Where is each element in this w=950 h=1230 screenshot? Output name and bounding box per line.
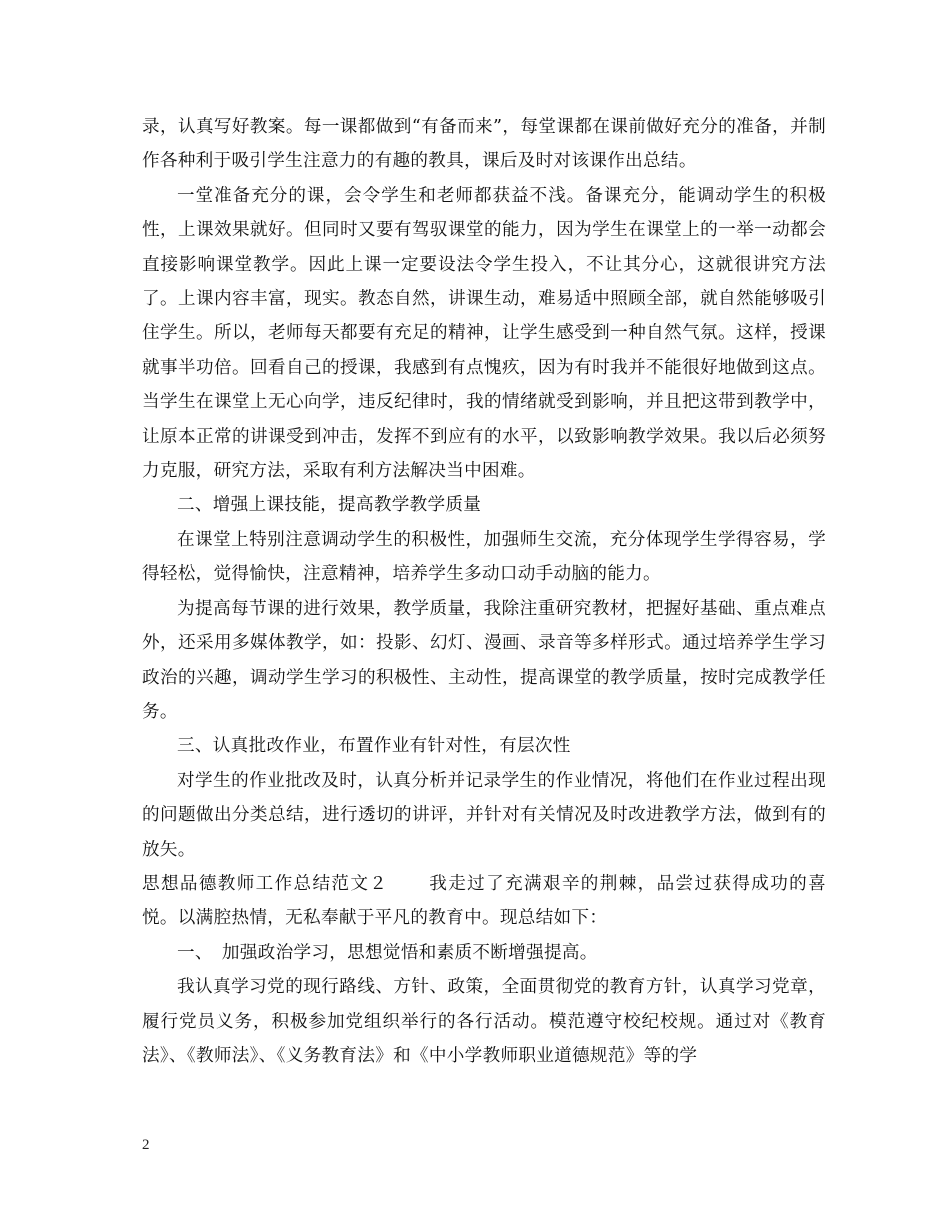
paragraph: 我认真学习党的现行路线、方针、政策，全面贯彻党的教育方针，认真学习党章，履行党员义务，积极参加党组织举行的各行活动。模范遵守校纪校规。通过对《教育法》、《教师法》、《义务教育法》和《中小学教师职业道德规范》等的学: [142, 977, 826, 1066]
section-paragraph: [142, 867, 826, 936]
paragraph: 一堂准备充分的课，会令学生和老师都获益不浅。备课充分，能调动学生的积极性，上课效果就好。但同时又要有驾驭课堂的能力，因为学生在课堂上的一举一动都会直接影响课堂教学。因此上课一定要设法令学生投入，不让其分心，这就很讲究方法了。上课内容丰富，现实。教态自然，讲课生动，难易适中照顾全部，就自然能够吸引住学生。所以，老师每天都要有充足的精神，让学生感受到一种自然气氛。这样，授课就事半功倍。回看自己的授课，我感到有点愧疚，因为有时我并不能很好地做到这点。当学生在课堂上无心向学，违反纪律时，我的情绪就受到影响，并且把这带到教学中，让原本正常的讲课受到冲击，发挥不到应有的水平，以致影响教学效果。我以后必须努力克服，研究方法，采取有利方法解决当中困难。: [142, 185, 826, 482]
paragraph: 在课堂上特别注意调动学生的积极性，加强师生交流，充分体现学生学得容易，学得轻松，觉得愉快，注意精神，培养学生多动口动手动脑的能力。: [142, 529, 826, 585]
paragraph: 录，认真写好教案。每一课都做到“有备而来”，每堂课都在课前做好充分的准备，并制作各种利于吸引学生注意力的有趣的教具，课后及时对该课作出总结。: [142, 117, 826, 172]
paragraph: 对学生的作业批改及时，认真分析并记录学生的作业情况，将他们在作业过程出现的问题做出分类总结，进行透切的讲评，并针对有关情况及时改进教学方法，做到有的放矢。: [142, 770, 826, 860]
document-body: [142, 110, 826, 1073]
subheading: 三、认真批改作业，布置作业有针对性，有层次性: [177, 736, 571, 757]
section-intro: 我走过了充满艰辛的荆棘，品尝过获得成功的喜悦。以满腔热情，无私奉献于平凡的教育中。现总结如下：: [142, 873, 826, 929]
subheading: 二、增强上课技能，提高教学教学质量: [177, 495, 482, 516]
page-number: 2: [142, 1137, 150, 1153]
subheading: 一、 加强政治学习，思想觉悟和素质不断增强提高。: [177, 942, 598, 963]
paragraph: 为提高每节课的进行效果，教学质量，我除注重研究教材，把握好基础、重点难点外，还采用多媒体教学，如：投影、幻灯、漫画、录音等多样形式。通过培养学生学习政治的兴趣，调动学生学习的积极性、主动性，提高课堂的教学质量，按时完成教学任务。: [142, 598, 826, 722]
section-heading: 思想品德教师工作总结范文２: [142, 873, 389, 894]
